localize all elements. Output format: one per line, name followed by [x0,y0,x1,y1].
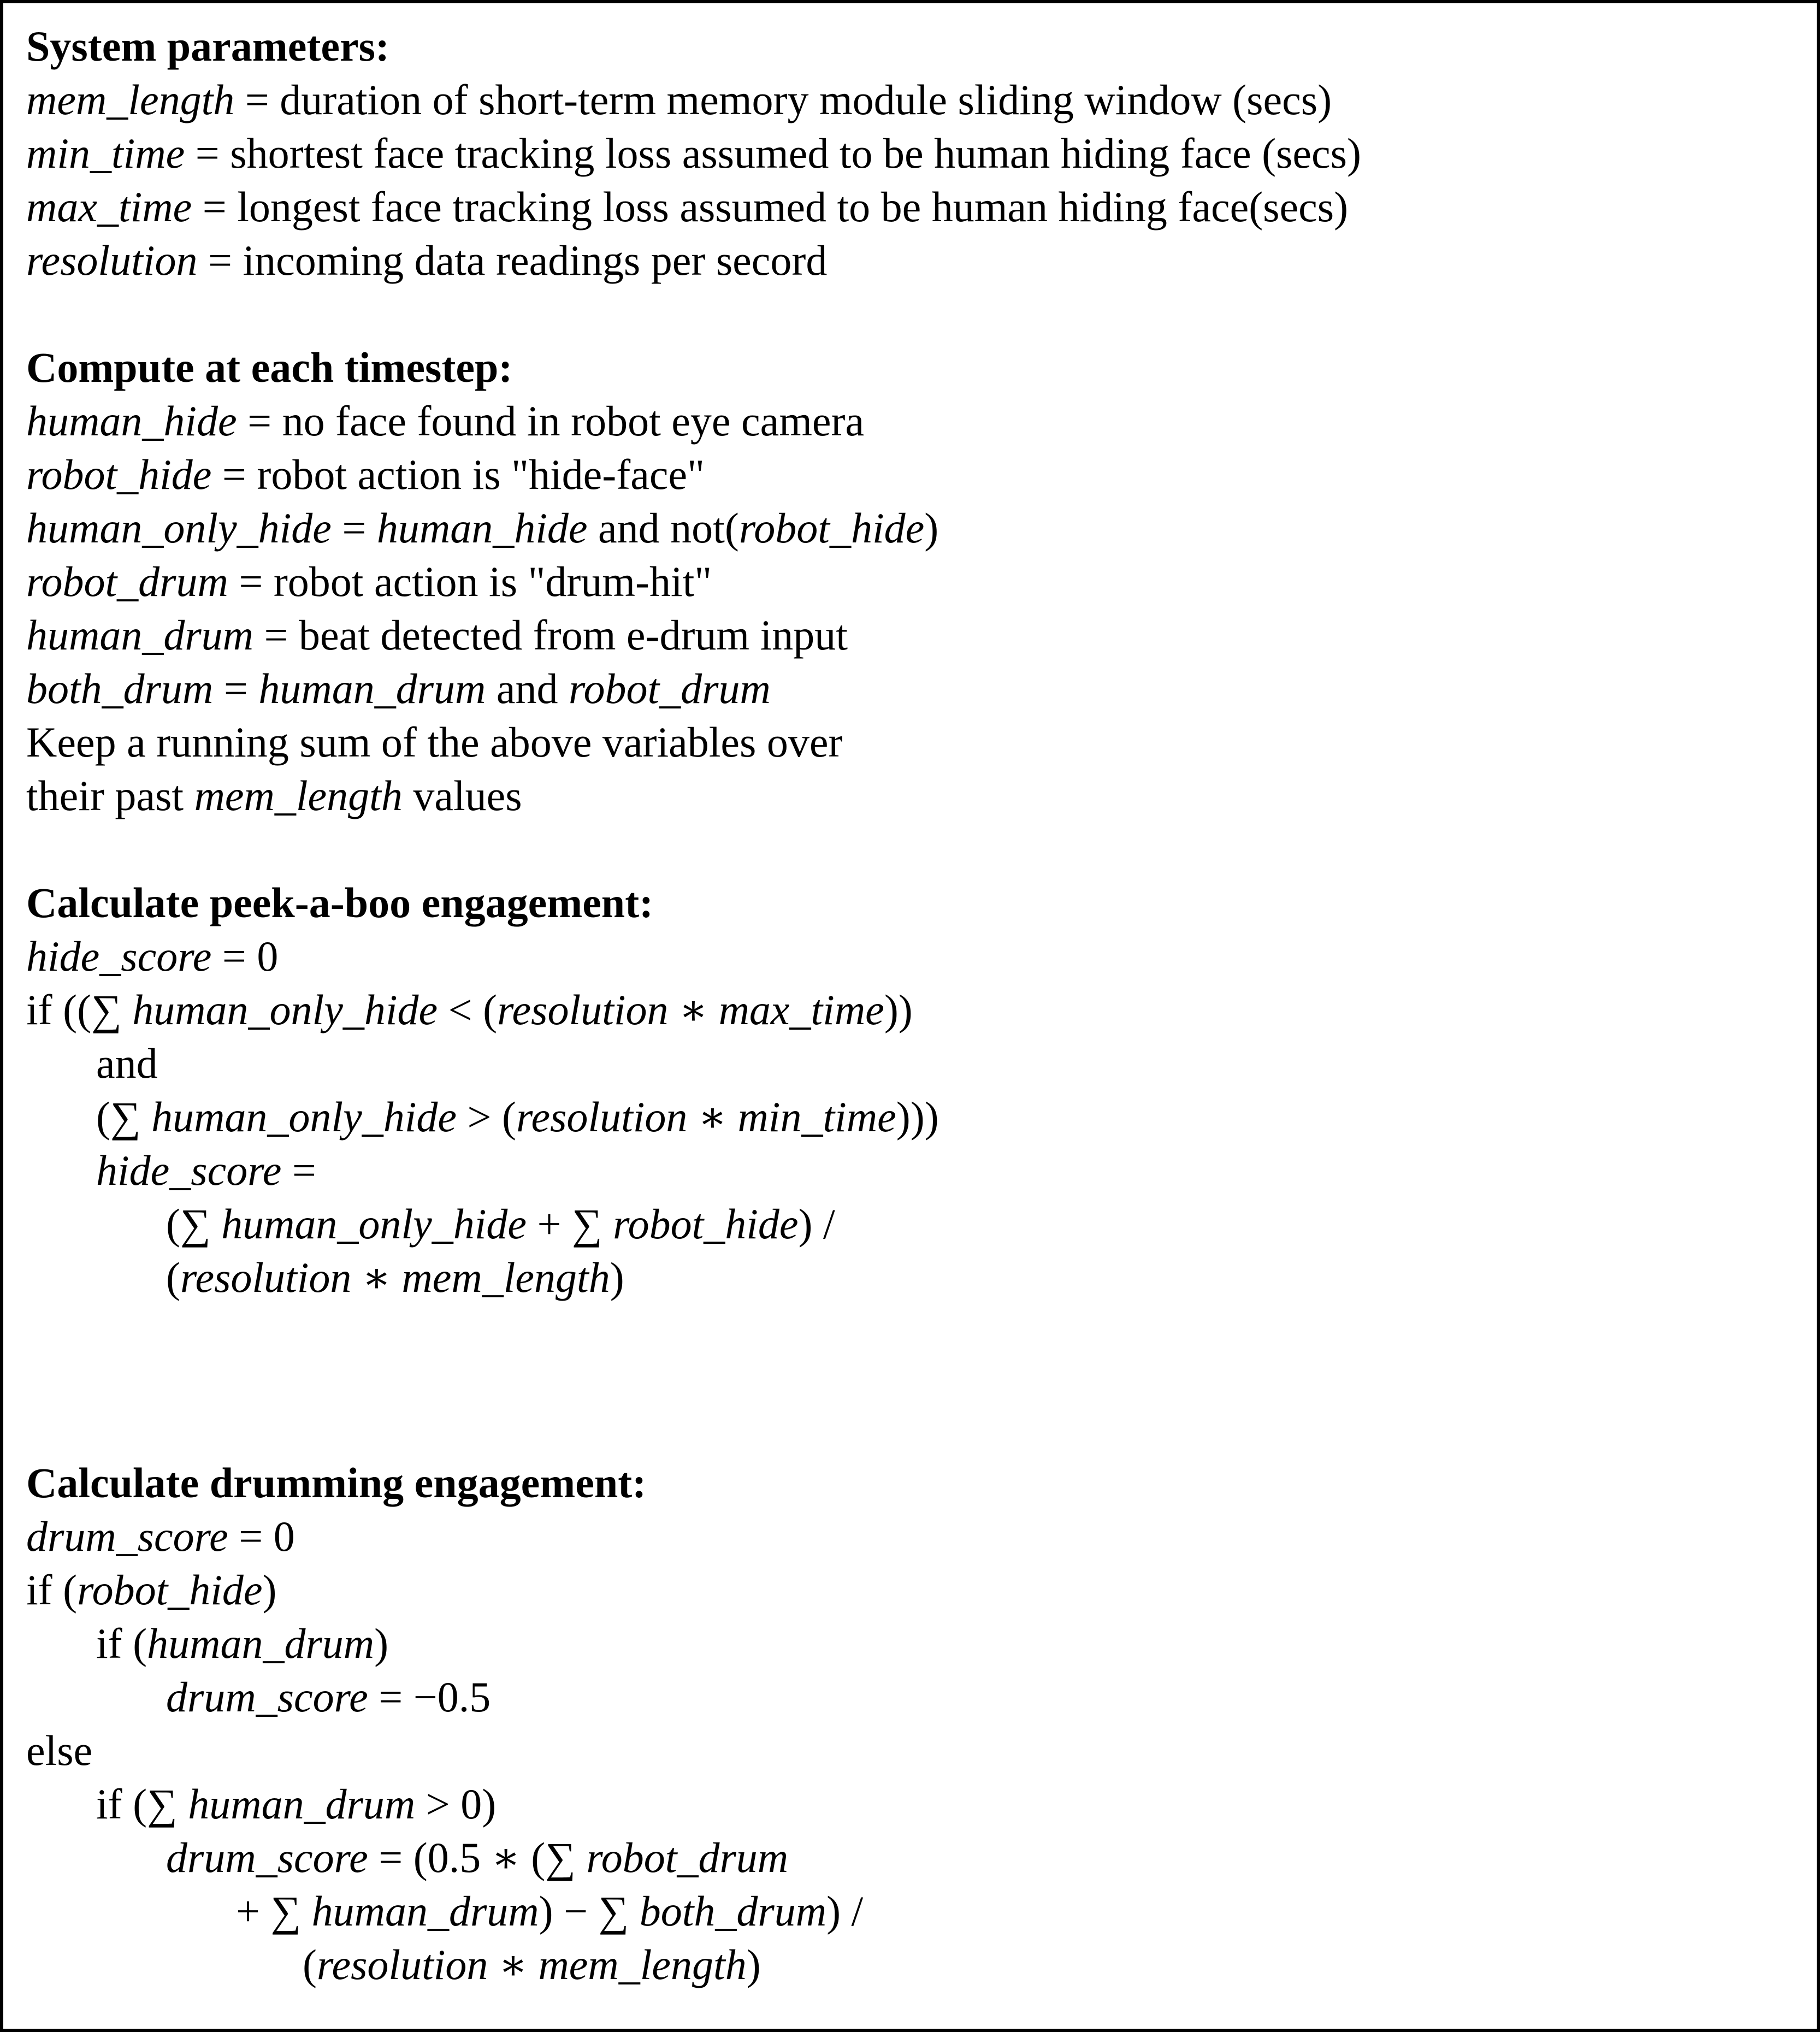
code-line [26,1617,1794,1670]
code-line [26,73,1794,127]
section-heading: Compute at each timestep: [26,344,513,391]
code-line [26,930,1794,983]
plain-text: > 0) [415,1780,497,1828]
plain-text: and [486,665,569,712]
code-line [26,662,1794,716]
plain-text: = no face found in robot eye camera [237,397,865,445]
variable-name: resolution [497,986,669,1033]
code-line [26,983,1794,1037]
variable-name: human_only_hide [26,504,332,552]
section-3 [26,876,1794,1304]
plain-text: = duration of short-term memory module sliding window (secs) [234,76,1332,123]
variable-name: human_only_hide [151,1093,457,1141]
plain-text: their past [26,772,194,819]
code-line [26,501,1794,555]
plain-text: if (∑ [96,1780,188,1828]
plain-text: = (0.5 ∗ (∑ [368,1834,587,1881]
code-line [26,448,1794,501]
section-4 [26,1456,1794,1992]
variable-name: human_hide [376,504,588,552]
plain-text: = incoming data readings per secord [197,237,828,284]
plain-text: ( [166,1254,180,1301]
code-line [26,127,1794,180]
code-line [26,1197,1794,1251]
section-heading: Calculate drumming engagement: [26,1459,647,1507]
plain-text: ) [374,1620,389,1667]
code-line [26,1144,1794,1197]
plain-text: ∗ [488,1941,539,1988]
plain-text: ) [746,1941,761,1988]
plain-text: and not( [587,504,739,552]
variable-name: both_drum [639,1887,827,1935]
section-heading: System parameters: [26,22,389,70]
plain-text: = −0.5 [368,1673,491,1721]
variable-name: mem_length [538,1941,747,1988]
plain-text: = 0 [211,932,279,980]
variable-name: robot_hide [26,451,212,498]
plain-text: > ( [457,1093,516,1141]
variable-name: mem_length [401,1254,610,1301]
variable-name: human_drum [26,611,254,659]
plain-text: = [213,665,259,712]
variable-name: drum_score [166,1673,368,1721]
plain-text: = [281,1147,316,1194]
plain-text: + ∑ [527,1200,613,1248]
variable-name: human_only_hide [132,986,438,1033]
plain-text: = [331,504,377,552]
variable-name: human_drum [188,1780,416,1828]
variable-name: hide_score [96,1147,282,1194]
plain-text: and [96,1039,158,1087]
plain-text: )) [884,986,913,1033]
plain-text: else [26,1727,93,1774]
plain-text: ) − ∑ [539,1887,640,1935]
variable-name: drum_score [166,1834,368,1881]
section-1 [26,20,1794,287]
code-line [26,769,1794,823]
code-line [26,1831,1794,1885]
plain-text: = longest face tracking loss assumed to be human hiding face(secs) [192,183,1349,231]
plain-text: + ∑ [236,1887,312,1935]
code-line [26,1885,1794,1938]
plain-text: = 0 [228,1513,295,1560]
plain-text: ∗ [668,986,719,1033]
plain-text: ) / [826,1887,864,1935]
code-line [26,180,1794,234]
variable-name: both_drum [26,665,214,712]
algorithm-content [26,20,1794,1992]
variable-name: human_drum [258,665,486,712]
code-line [26,1510,1794,1563]
code-line [26,555,1794,609]
code-line [26,1090,1794,1144]
variable-name: robot_hide [738,504,925,552]
code-line [26,1670,1794,1724]
code-line [26,1777,1794,1831]
variable-name: robot_hide [77,1566,263,1614]
plain-text: = shortest face tracking loss assumed to be human hiding face (secs) [185,129,1361,177]
variable-name: robot_drum [569,665,771,712]
variable-name: resolution [516,1093,688,1141]
plain-text: if ( [26,1566,78,1614]
plain-text: Keep a running sum of the above variables over [26,718,843,766]
code-line [26,716,1794,769]
variable-name: min_time [737,1093,896,1141]
plain-text: ) [262,1566,277,1614]
variable-name: mem_length [26,76,235,123]
code-line [26,1563,1794,1617]
plain-text: ))) [896,1093,939,1141]
variable-name: human_drum [147,1620,375,1667]
plain-text: ( [303,1941,317,1988]
plain-text: ) [924,504,939,552]
variable-name: robot_drum [586,1834,789,1881]
variable-name: mem_length [194,772,403,819]
section-2 [26,341,1794,823]
plain-text: (∑ [96,1093,152,1141]
code-line [26,1938,1794,1992]
code-line [26,609,1794,662]
plain-text: = beat detected from e-drum input [253,611,848,659]
plain-text: ∗ [351,1254,402,1301]
plain-text: ) [610,1254,624,1301]
code-line [26,394,1794,448]
plain-text: values [402,772,522,819]
variable-name: robot_hide [613,1200,799,1248]
code-line [26,1724,1794,1777]
plain-text: = robot action is "hide-face" [211,451,705,498]
plain-text: < ( [438,986,498,1033]
variable-name: robot_drum [26,558,228,605]
variable-name: resolution [316,1941,488,1988]
variable-name: max_time [718,986,884,1033]
section-heading: Calculate peek-a-boo engagement: [26,879,654,926]
code-line [26,1251,1794,1304]
variable-name: min_time [26,129,185,177]
variable-name: max_time [26,183,192,231]
code-line [26,234,1794,287]
variable-name: human_hide [26,397,237,445]
variable-name: human_only_hide [221,1200,527,1248]
plain-text: if ((∑ [26,986,133,1033]
variable-name: hide_score [26,932,212,980]
plain-text: = robot action is "drum-hit" [228,558,712,605]
plain-text: (∑ [166,1200,222,1248]
code-line [26,1037,1794,1090]
plain-text: if ( [96,1620,147,1667]
variable-name: resolution [26,237,198,284]
variable-name: human_drum [311,1887,539,1935]
variable-name: resolution [180,1254,352,1301]
plain-text: ) / [798,1200,835,1248]
plain-text: ∗ [687,1093,738,1141]
variable-name: drum_score [26,1513,228,1560]
